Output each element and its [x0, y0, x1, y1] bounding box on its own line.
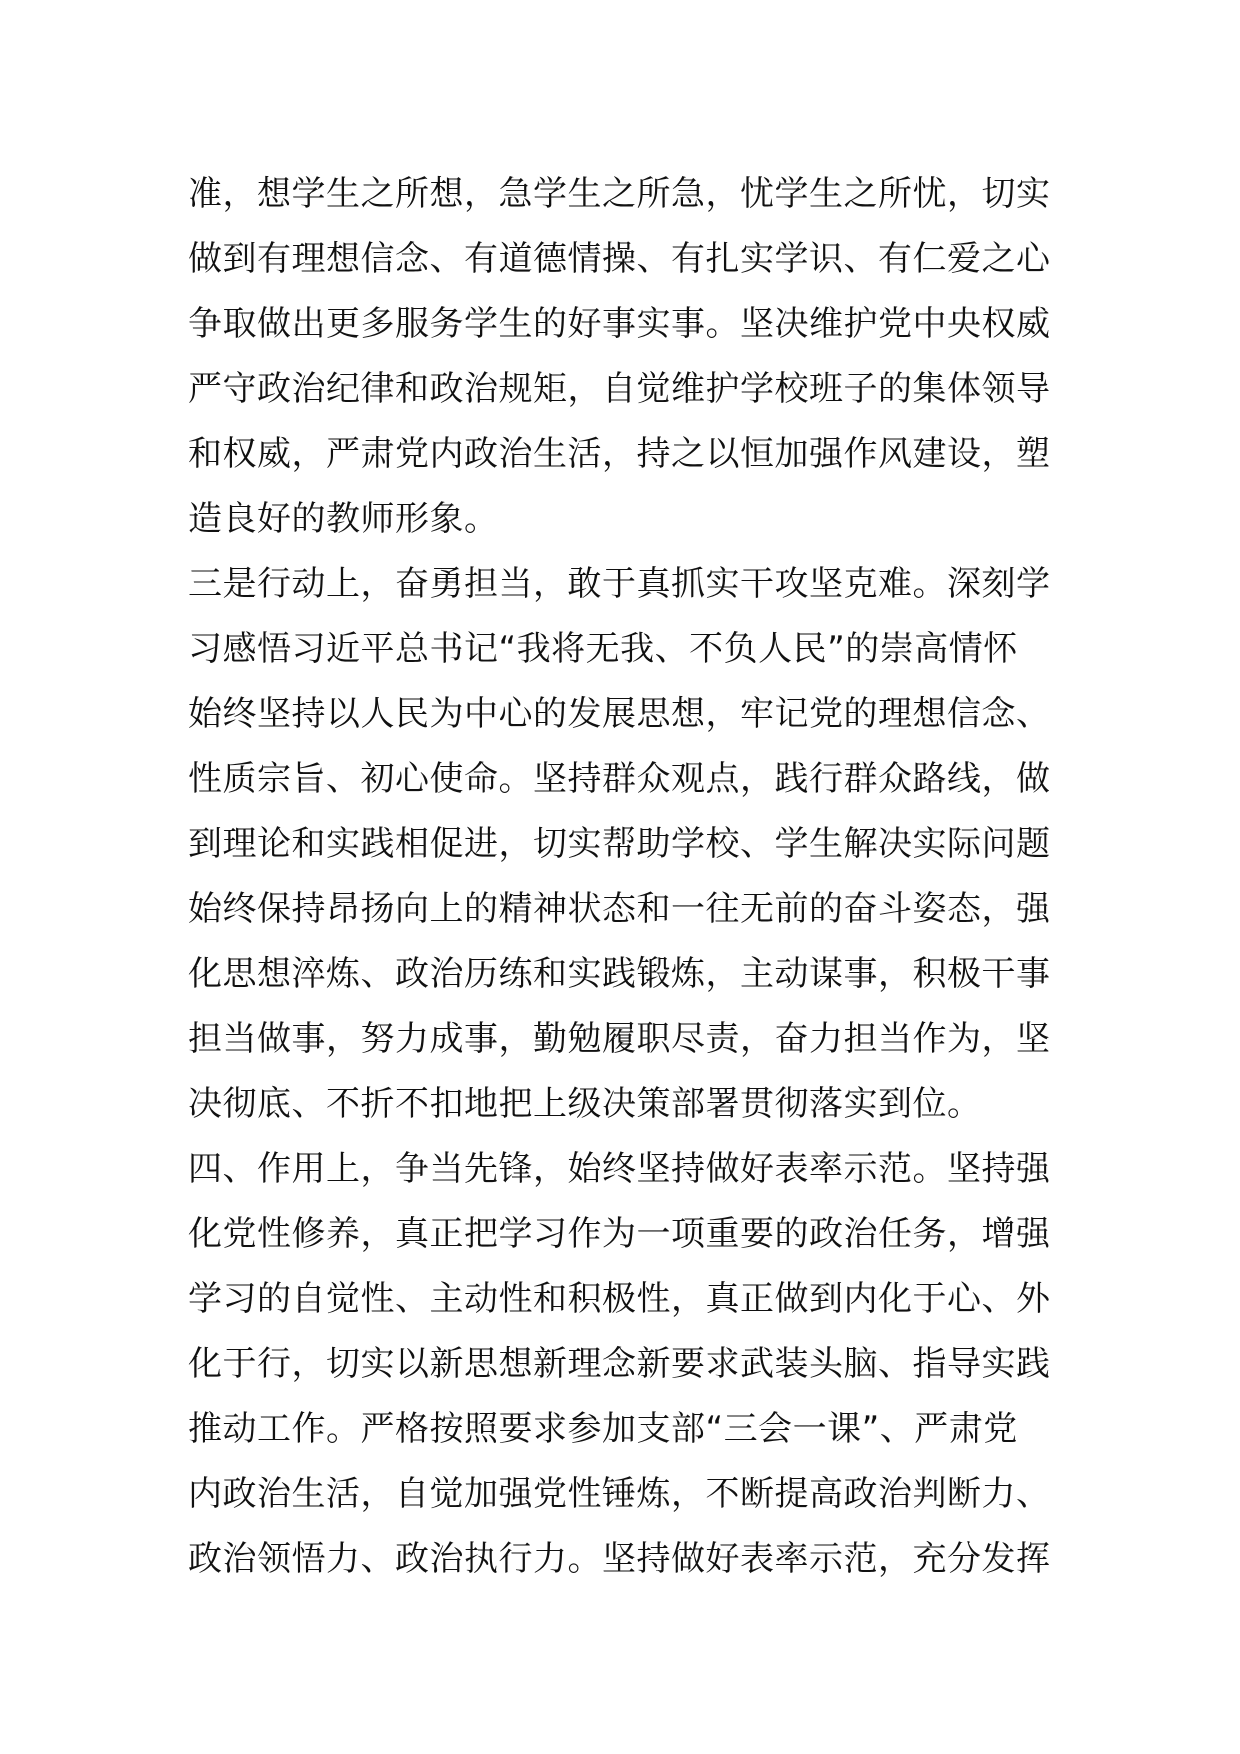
- text-line: 始终坚持以人民为中心的发展思想，牢记党的理想信念、: [188, 694, 1051, 734]
- text-line: 始终保持昂扬向上的精神状态和一往无前的奋斗姿态，强: [188, 889, 1051, 929]
- text-line: 担当做事，努力成事，勤勉履职尽责，奋力担当作为，坚: [188, 1019, 1051, 1059]
- text-line: 推动工作。严格按照要求参加支部“三会一课”、严肃党: [188, 1409, 1018, 1449]
- text-line: 习感悟习近平总书记“我将无我、不负人民”的崇高情怀: [188, 629, 1018, 669]
- body-text: [188, 162, 1068, 1592]
- text-line: 到理论和实践相促进，切实帮助学校、学生解决实际问题: [188, 824, 1051, 864]
- paragraph-start-line: 三是行动上，奋勇担当，敢于真抓实干攻坚克难。深刻学: [188, 564, 1051, 604]
- text-line: 学习的自觉性、主动性和积极性，真正做到内化于心、外: [188, 1279, 1051, 1319]
- text-line: 决彻底、不折不扣地把上级决策部署贯彻落实到位。: [188, 1084, 982, 1124]
- text-line: 争取做出更多服务学生的好事实事。坚决维护党中央权威: [188, 304, 1051, 344]
- text-line: 性质宗旨、初心使命。坚持群众观点，践行群众路线，做: [188, 759, 1051, 799]
- text-line: 化党性修养，真正把学习作为一项重要的政治任务，增强: [188, 1214, 1051, 1254]
- text-line: 化思想淬炼、政治历练和实践锻炼，主动谋事，积极干事: [188, 954, 1051, 994]
- text-line: 准，想学生之所想，急学生之所急，忧学生之所忧，切实: [188, 174, 1051, 214]
- text-line: 和权威，严肃党内政治生活，持之以恒加强作风建设，塑: [188, 434, 1051, 474]
- text-line: 严守政治纪律和政治规矩，自觉维护学校班子的集体领导: [188, 369, 1051, 409]
- text-line: 内政治生活，自觉加强党性锤炼，不断提高政治判断力、: [188, 1474, 1051, 1514]
- text-line: 做到有理想信念、有道德情操、有扎实学识、有仁爱之心: [188, 239, 1051, 279]
- text-line: 造良好的教师形象。: [188, 499, 499, 539]
- paragraph-start-line: 四、作用上，争当先锋，始终坚持做好表率示范。坚持强: [188, 1149, 1051, 1189]
- text-line: 政治领悟力、政治执行力。坚持做好表率示范，充分发挥: [188, 1539, 1051, 1579]
- text-line: 化于行，切实以新思想新理念新要求武装头脑、指导实践: [188, 1344, 1051, 1384]
